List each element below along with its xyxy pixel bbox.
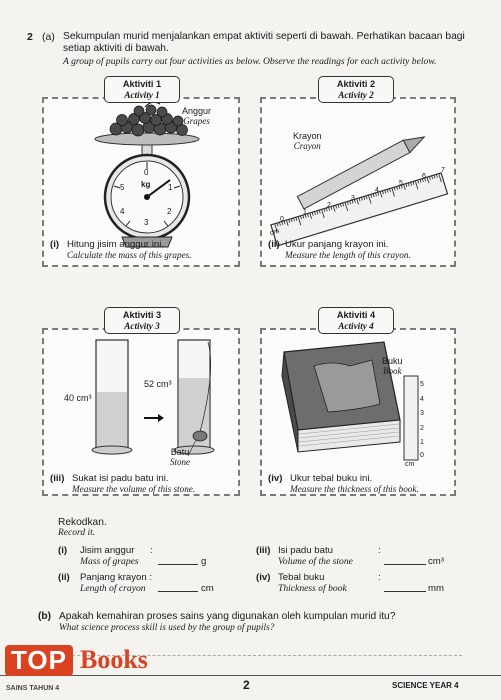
answer-row-thickness: (iv) Tebal buku Thickness of book : mm [256, 572, 444, 594]
ruler-tick-5: 5 [399, 180, 403, 187]
book-ruler-tick-4: 4 [420, 396, 424, 403]
answer-row-mass: (i) Jisim anggur Mass of grapes : g [58, 545, 207, 567]
footer-subject-malay: SAINS TAHUN 4 [6, 685, 60, 692]
question-text-malay: Sekumpulan murid menjalankan empat aktiviti seperti di bawah. Perhatikan bacaan bagi setiap aktiviti di bawah. [63, 31, 465, 54]
activity-2-tag: Aktiviti 2 Activity 2 [318, 76, 394, 103]
record-instruction: Rekodkan. Record it. [58, 517, 107, 538]
activity-2-panel [260, 97, 456, 267]
scale-tick-0: 0 [144, 168, 149, 177]
scale-tick-1: 1 [168, 183, 173, 192]
question-part-a: (a) [42, 31, 55, 43]
ruler-tick-7: 7 [441, 167, 445, 174]
logo-top: TOP [5, 645, 73, 676]
cylinder-reading-right: 52 cm³ [144, 379, 172, 389]
scale-tick-5: 5 [120, 183, 125, 192]
footer-rule [0, 675, 501, 676]
activity-3-caption: (iii) Sukat isi padu batu ini. Measure the volume of this stone. [50, 473, 196, 494]
ruler-tick-2: 2 [327, 202, 331, 209]
activity-4-tag: Aktiviti 4 Activity 4 [318, 307, 394, 334]
activity-2-caption: (ii) Ukur panjang krayon ini. Measure the length of this crayon. [268, 239, 411, 260]
activity-1-caption: (i) Hitung jisim anggur ini. Calculate the mass of this grapes. [50, 239, 192, 260]
book-ruler-tick-5: 5 [420, 381, 424, 388]
answer-row-length: (ii) Panjang krayon : Length of crayon cm [58, 572, 214, 594]
logo-books: Books [80, 645, 148, 674]
book-ruler-unit: cm [405, 461, 415, 468]
book-ruler-illustration [262, 330, 454, 494]
part-b-label: (b) [38, 611, 52, 622]
activity-3-panel [42, 328, 240, 496]
activity-3-tag: Aktiviti 3 Activity 3 [104, 307, 180, 334]
book-label: Buku Book [382, 356, 403, 376]
book-ruler-tick-0: 0 [420, 452, 424, 459]
book-ruler-tick-1: 1 [420, 439, 424, 446]
scale-tick-3: 3 [144, 218, 149, 227]
stone-label: Batu Stone [170, 447, 190, 467]
scale-tick-4: 4 [120, 207, 125, 216]
mass-answer-line[interactable] [158, 564, 198, 565]
ruler-tick-4: 4 [375, 187, 379, 194]
activity-4-caption: (iv) Ukur tebal buku ini. Measure the thickness of this book. [268, 473, 419, 494]
ruler-tick-1: 1 [303, 209, 307, 216]
scale-tick-2: 2 [167, 207, 172, 216]
page-number: 2 [243, 678, 250, 692]
activity-1-tag: Aktiviti 1 Activity 1 [104, 76, 180, 103]
measuring-cylinders-illustration [44, 330, 238, 494]
grapes-label: Anggur Grapes [182, 106, 212, 126]
activity-1-panel [42, 97, 240, 267]
crayon-label: Krayon Crayon [293, 131, 322, 151]
length-answer-line[interactable] [158, 591, 198, 592]
ruler-tick-6: 6 [422, 173, 426, 180]
scale-unit: kg [141, 180, 151, 189]
question-text-english: A group of pupils carry out four activities as below. Observe the readings for each activity below. [63, 56, 437, 67]
question-number: 2 [27, 31, 33, 43]
book-ruler-tick-2: 2 [420, 425, 424, 432]
footer-subject-english: SCIENCE YEAR 4 [392, 681, 459, 690]
volume-answer-line[interactable] [384, 564, 426, 565]
answer-row-volume: (iii) Isi padu batu Volume of the stone : cm³ [256, 545, 444, 567]
part-b-question-malay: Apakah kemahiran proses sains yang digunakan oleh kumpulan murid itu? [59, 611, 396, 622]
activity-4-panel [260, 328, 456, 496]
ruler-unit: cm [269, 227, 281, 238]
ruler-tick-3: 3 [351, 195, 355, 202]
thickness-answer-line[interactable] [384, 591, 426, 592]
part-b-question-english: What science process skill is used by the group of pupils? [59, 623, 275, 633]
cylinder-reading-left: 40 cm³ [64, 393, 92, 403]
book-ruler-tick-3: 3 [420, 410, 424, 417]
ruler-tick-0: 0 [280, 216, 284, 223]
